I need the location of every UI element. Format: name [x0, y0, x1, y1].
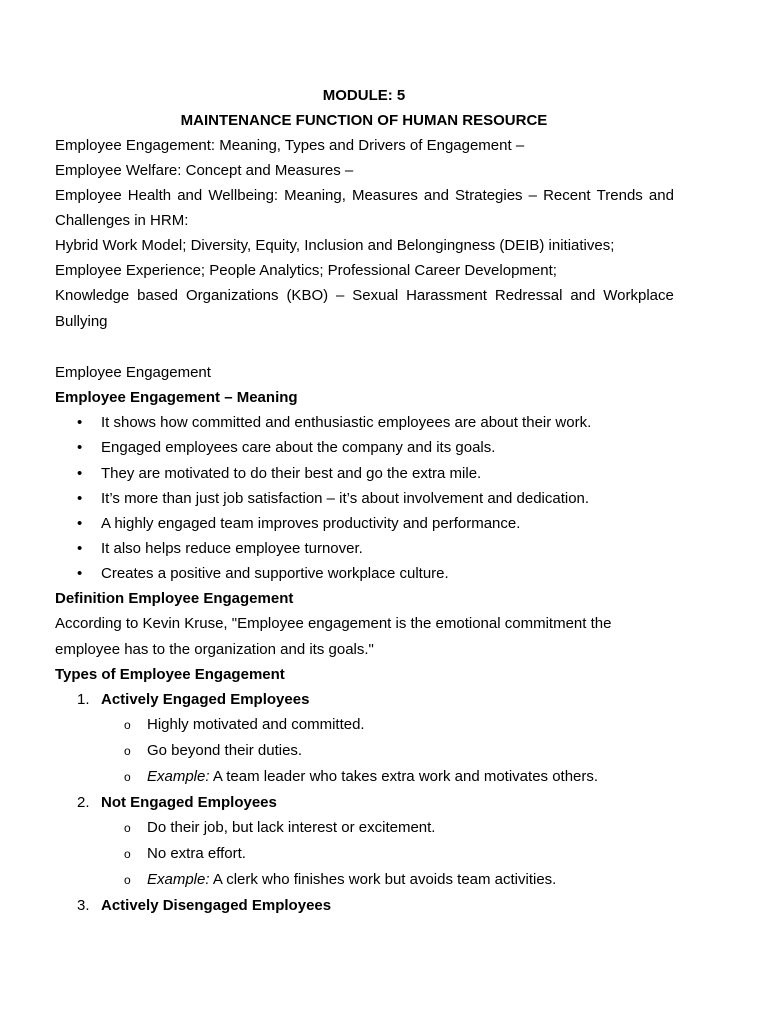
type-title: Actively Engaged Employees — [101, 691, 310, 708]
example-text: A clerk who finishes work but avoids team activities. — [212, 871, 557, 888]
example-text: A team leader who takes extra work and motivates others. — [212, 768, 599, 785]
bullet-icon: • — [77, 439, 83, 456]
type-point: Go beyond their duties. — [147, 742, 303, 759]
type-title: Actively Disengaged Employees — [101, 897, 332, 914]
word: Health — [127, 187, 172, 204]
bullet-icon: • — [77, 414, 83, 431]
word: Trends — [596, 187, 643, 204]
syllabus-line: Employee Engagement: Meaning, Types and Drivers of Engagement – — [55, 137, 525, 154]
meaning-item: A highly engaged team improves productivity and performance. — [101, 515, 521, 532]
word: Workplace — [603, 287, 674, 304]
syllabus-line: Challenges in HRM: — [55, 212, 189, 229]
syllabus-line-justified — [55, 287, 674, 305]
bullet-icon: • — [77, 490, 83, 507]
word: Strategies — [455, 187, 523, 204]
word: – — [528, 187, 537, 204]
word: and — [423, 187, 449, 204]
syllabus-line: Employee Welfare: Concept and Measures – — [55, 162, 354, 179]
meaning-item: It shows how committed and enthusiastic employees are about their work. — [101, 414, 592, 431]
bullet-icon: • — [77, 565, 83, 582]
circle-bullet-icon: o — [124, 873, 131, 887]
word: – — [336, 287, 345, 304]
syllabus-line: Hybrid Work Model; Diversity, Equity, Inclusion and Belongingness (DEIB) initiatives; — [55, 237, 615, 254]
list-number: 3. — [77, 897, 90, 914]
syllabus-line: Bullying — [55, 313, 108, 330]
list-number: 2. — [77, 794, 90, 811]
example-label: Example: — [147, 871, 210, 888]
word: (KBO) — [286, 287, 329, 304]
word: based — [137, 287, 179, 304]
word: Employee — [55, 187, 122, 204]
circle-bullet-icon: o — [124, 821, 131, 835]
circle-bullet-icon: o — [124, 770, 131, 784]
word: and — [570, 287, 596, 304]
bullet-icon: • — [77, 515, 83, 532]
module-title: MAINTENANCE FUNCTION OF HUMAN RESOURCE — [180, 112, 548, 129]
meaning-item: It also helps reduce employee turnover. — [101, 540, 363, 557]
type-example — [147, 871, 556, 889]
word: Meaning, — [284, 187, 346, 204]
word: Recent — [543, 187, 591, 204]
type-point: No extra effort. — [147, 845, 246, 862]
word: Sexual — [352, 287, 399, 304]
definition-text: According to Kevin Kruse, "Employee engagement is the emotional commitment the — [55, 615, 612, 632]
bullet-icon: • — [77, 465, 83, 482]
meaning-item: Creates a positive and supportive workplace culture. — [101, 565, 449, 582]
meaning-item: Engaged employees care about the company and its goals. — [101, 439, 496, 456]
type-title: Not Engaged Employees — [101, 794, 277, 811]
circle-bullet-icon: o — [124, 847, 131, 861]
word: Wellbeing: — [208, 187, 279, 204]
word: and — [648, 187, 674, 204]
syllabus-line-justified — [55, 187, 674, 205]
syllabus-line: Employee Experience; People Analytics; Professional Career Development; — [55, 262, 557, 279]
bullet-icon: • — [77, 540, 83, 557]
example-label: Example: — [147, 768, 210, 785]
definition-text: employee has to the organization and its goals." — [55, 641, 374, 658]
word: and — [177, 187, 203, 204]
module-number: MODULE: 5 — [322, 87, 406, 104]
type-example — [147, 768, 598, 786]
type-point: Highly motivated and committed. — [147, 716, 365, 733]
word: Organizations — [185, 287, 279, 304]
word: Knowledge — [55, 287, 130, 304]
meaning-item: It’s more than just job satisfaction – it’s about involvement and dedication. — [101, 490, 590, 507]
definition-heading: Definition Employee Engagement — [55, 590, 294, 607]
list-number: 1. — [77, 691, 90, 708]
meaning-heading: Employee Engagement – Meaning — [55, 389, 298, 406]
meaning-item: They are motivated to do their best and go the extra mile. — [101, 465, 482, 482]
word: Harassment — [406, 287, 487, 304]
word: Redressal — [494, 287, 563, 304]
type-point: Do their job, but lack interest or excitement. — [147, 819, 436, 836]
word: Measures — [351, 187, 418, 204]
types-heading: Types of Employee Engagement — [55, 666, 285, 683]
circle-bullet-icon: o — [124, 744, 131, 758]
section-title: Employee Engagement — [55, 364, 211, 381]
circle-bullet-icon: o — [124, 718, 131, 732]
